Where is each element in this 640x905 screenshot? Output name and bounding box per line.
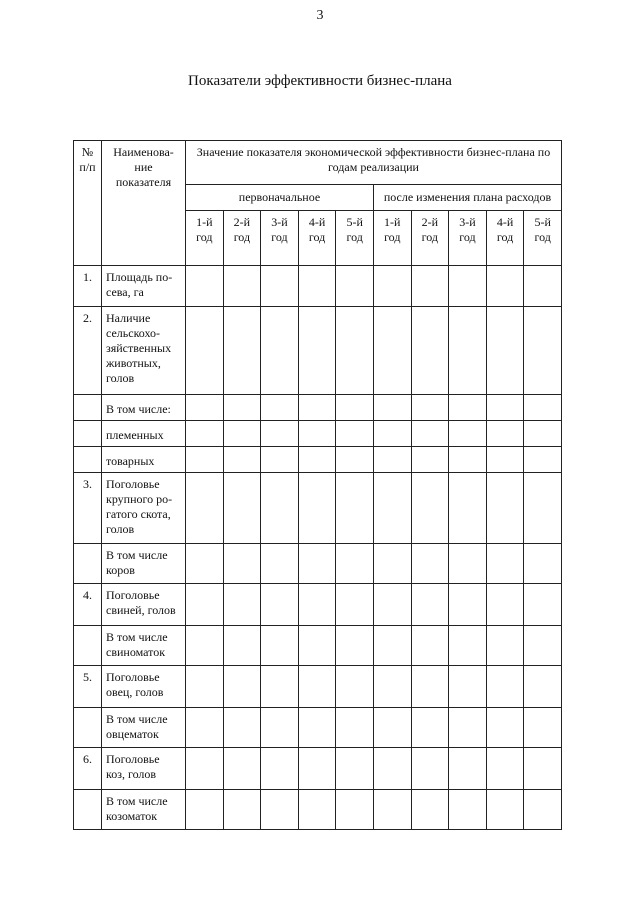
value-cell bbox=[373, 584, 411, 626]
col-num-header: № п/п bbox=[74, 141, 102, 266]
value-cell bbox=[261, 790, 299, 830]
value-header: Значение показателя экономической эффективности бизнес-плана по годам реализации bbox=[186, 141, 562, 185]
indicator-name: В том числе овцематок bbox=[102, 708, 186, 748]
value-cell bbox=[298, 708, 336, 748]
year-header: 2-й год bbox=[223, 211, 261, 266]
value-cell bbox=[449, 708, 487, 748]
value-cell bbox=[411, 748, 449, 790]
group-initial-header: первоначальное bbox=[186, 185, 374, 211]
value-cell bbox=[486, 790, 524, 830]
value-cell bbox=[449, 473, 487, 544]
indicator-name: В том числе свиноматок bbox=[102, 626, 186, 666]
value-cell bbox=[223, 584, 261, 626]
row-number bbox=[74, 544, 102, 584]
value-cell bbox=[261, 584, 299, 626]
table-row bbox=[74, 708, 562, 748]
value-cell bbox=[261, 266, 299, 307]
value-cell bbox=[261, 447, 299, 473]
value-cell bbox=[298, 666, 336, 708]
value-cell bbox=[411, 626, 449, 666]
value-cell bbox=[524, 266, 562, 307]
value-cell bbox=[373, 748, 411, 790]
col-name-header: Наименова- ние показателя bbox=[102, 141, 186, 266]
value-cell bbox=[373, 447, 411, 473]
value-cell bbox=[524, 544, 562, 584]
value-cell bbox=[411, 708, 449, 748]
value-cell bbox=[373, 307, 411, 395]
value-cell bbox=[298, 544, 336, 584]
value-cell bbox=[261, 666, 299, 708]
value-cell bbox=[336, 395, 374, 421]
value-cell bbox=[449, 544, 487, 584]
value-cell bbox=[336, 790, 374, 830]
table-row bbox=[74, 307, 562, 395]
value-cell bbox=[261, 626, 299, 666]
value-cell bbox=[223, 266, 261, 307]
value-cell bbox=[524, 307, 562, 395]
value-cell bbox=[449, 447, 487, 473]
value-cell bbox=[486, 307, 524, 395]
table-row bbox=[74, 626, 562, 666]
value-cell bbox=[486, 544, 524, 584]
indicator-name: Поголовье овец, голов bbox=[102, 666, 186, 708]
value-cell bbox=[186, 307, 224, 395]
value-cell bbox=[186, 544, 224, 584]
value-cell bbox=[486, 395, 524, 421]
page-title: Показатели эффективности бизнес-плана bbox=[188, 73, 452, 89]
value-cell bbox=[411, 544, 449, 584]
year-header: 5-й год bbox=[336, 211, 374, 266]
value-cell bbox=[261, 748, 299, 790]
year-header: 3-й год bbox=[261, 211, 299, 266]
table-row bbox=[74, 748, 562, 790]
table-row bbox=[74, 421, 562, 447]
year-header: 3-й год bbox=[449, 211, 487, 266]
value-cell bbox=[298, 421, 336, 447]
value-cell bbox=[449, 790, 487, 830]
value-cell bbox=[411, 790, 449, 830]
value-cell bbox=[336, 748, 374, 790]
value-cell bbox=[373, 421, 411, 447]
value-cell bbox=[486, 266, 524, 307]
value-cell bbox=[298, 266, 336, 307]
value-cell bbox=[298, 584, 336, 626]
value-cell bbox=[373, 626, 411, 666]
row-number bbox=[74, 421, 102, 447]
table-row bbox=[74, 266, 562, 307]
value-cell bbox=[336, 708, 374, 748]
value-cell bbox=[223, 666, 261, 708]
value-cell bbox=[223, 447, 261, 473]
indicator-name: В том числе: bbox=[102, 395, 186, 421]
value-cell bbox=[336, 447, 374, 473]
value-cell bbox=[411, 666, 449, 708]
value-cell bbox=[486, 666, 524, 708]
value-cell bbox=[449, 395, 487, 421]
value-cell bbox=[223, 544, 261, 584]
value-cell bbox=[486, 708, 524, 748]
efficiency-table bbox=[73, 140, 562, 830]
value-cell bbox=[336, 421, 374, 447]
value-cell bbox=[524, 666, 562, 708]
year-header: 4-й год bbox=[298, 211, 336, 266]
value-cell bbox=[336, 584, 374, 626]
value-cell bbox=[449, 666, 487, 708]
row-number bbox=[74, 447, 102, 473]
row-number bbox=[74, 626, 102, 666]
value-cell bbox=[298, 307, 336, 395]
value-cell bbox=[261, 307, 299, 395]
value-cell bbox=[449, 584, 487, 626]
indicator-name: Поголовье свиней, голов bbox=[102, 584, 186, 626]
value-cell bbox=[186, 748, 224, 790]
table-row bbox=[74, 544, 562, 584]
value-cell bbox=[411, 307, 449, 395]
value-cell bbox=[373, 395, 411, 421]
indicator-name: В том числе козоматок bbox=[102, 790, 186, 830]
value-cell bbox=[411, 473, 449, 544]
value-cell bbox=[449, 307, 487, 395]
value-cell bbox=[261, 421, 299, 447]
indicator-name: Поголовье коз, голов bbox=[102, 748, 186, 790]
value-cell bbox=[223, 307, 261, 395]
value-cell bbox=[486, 748, 524, 790]
value-cell bbox=[186, 626, 224, 666]
value-cell bbox=[486, 447, 524, 473]
value-cell bbox=[186, 395, 224, 421]
value-cell bbox=[449, 748, 487, 790]
indicator-name: товарных bbox=[102, 447, 186, 473]
group-after-header: после изменения плана расходов bbox=[373, 185, 561, 211]
value-cell bbox=[223, 473, 261, 544]
page-number: 3 bbox=[316, 8, 324, 23]
value-cell bbox=[336, 307, 374, 395]
value-cell bbox=[186, 666, 224, 708]
table-row bbox=[74, 790, 562, 830]
value-cell bbox=[223, 395, 261, 421]
value-cell bbox=[524, 421, 562, 447]
value-cell bbox=[449, 626, 487, 666]
value-cell bbox=[223, 790, 261, 830]
value-cell bbox=[411, 584, 449, 626]
value-cell bbox=[336, 626, 374, 666]
value-cell bbox=[223, 626, 261, 666]
table-row bbox=[74, 447, 562, 473]
row-number: 1. bbox=[74, 266, 102, 307]
value-cell bbox=[524, 790, 562, 830]
row-number: 2. bbox=[74, 307, 102, 395]
year-header: 2-й год bbox=[411, 211, 449, 266]
value-cell bbox=[373, 473, 411, 544]
value-cell bbox=[524, 748, 562, 790]
value-cell bbox=[298, 626, 336, 666]
row-number: 5. bbox=[74, 666, 102, 708]
value-cell bbox=[373, 666, 411, 708]
row-number: 3. bbox=[74, 473, 102, 544]
indicator-name: Площадь по- сева, га bbox=[102, 266, 186, 307]
value-cell bbox=[186, 473, 224, 544]
value-cell bbox=[298, 447, 336, 473]
indicator-name: Поголовье крупного ро- гатого скота, голов bbox=[102, 473, 186, 544]
value-cell bbox=[411, 395, 449, 421]
value-cell bbox=[186, 447, 224, 473]
value-cell bbox=[336, 473, 374, 544]
year-header: 5-й год bbox=[524, 211, 562, 266]
row-number bbox=[74, 708, 102, 748]
value-cell bbox=[486, 584, 524, 626]
indicator-name: В том числе коров bbox=[102, 544, 186, 584]
value-cell bbox=[486, 626, 524, 666]
value-cell bbox=[186, 584, 224, 626]
value-cell bbox=[336, 666, 374, 708]
value-cell bbox=[524, 708, 562, 748]
year-header: 1-й год bbox=[373, 211, 411, 266]
value-cell bbox=[373, 790, 411, 830]
value-cell bbox=[186, 266, 224, 307]
value-cell bbox=[524, 395, 562, 421]
value-cell bbox=[524, 473, 562, 544]
table-row bbox=[74, 584, 562, 626]
row-number: 6. bbox=[74, 748, 102, 790]
value-cell bbox=[186, 421, 224, 447]
value-cell bbox=[373, 544, 411, 584]
value-cell bbox=[336, 544, 374, 584]
indicator-name: Наличие сельскохо- зяйственных животных, голов bbox=[102, 307, 186, 395]
value-cell bbox=[524, 626, 562, 666]
value-cell bbox=[261, 708, 299, 748]
value-cell bbox=[449, 266, 487, 307]
value-cell bbox=[261, 473, 299, 544]
value-cell bbox=[186, 708, 224, 748]
row-number: 4. bbox=[74, 584, 102, 626]
value-cell bbox=[486, 473, 524, 544]
indicator-name: племенных bbox=[102, 421, 186, 447]
value-cell bbox=[524, 447, 562, 473]
value-cell bbox=[261, 544, 299, 584]
value-cell bbox=[223, 421, 261, 447]
row-number bbox=[74, 790, 102, 830]
table-row bbox=[74, 395, 562, 421]
value-cell bbox=[373, 708, 411, 748]
value-cell bbox=[486, 421, 524, 447]
row-number bbox=[74, 395, 102, 421]
value-cell bbox=[524, 584, 562, 626]
value-cell bbox=[336, 266, 374, 307]
value-cell bbox=[373, 266, 411, 307]
table-row bbox=[74, 666, 562, 708]
value-cell bbox=[449, 421, 487, 447]
value-cell bbox=[411, 447, 449, 473]
value-cell bbox=[298, 395, 336, 421]
value-cell bbox=[298, 790, 336, 830]
value-cell bbox=[186, 790, 224, 830]
value-cell bbox=[298, 473, 336, 544]
value-cell bbox=[411, 266, 449, 307]
value-cell bbox=[223, 708, 261, 748]
value-cell bbox=[261, 395, 299, 421]
table-row bbox=[74, 473, 562, 544]
year-header: 1-й год bbox=[186, 211, 224, 266]
value-cell bbox=[298, 748, 336, 790]
value-cell bbox=[411, 421, 449, 447]
value-cell bbox=[223, 748, 261, 790]
year-header: 4-й год bbox=[486, 211, 524, 266]
